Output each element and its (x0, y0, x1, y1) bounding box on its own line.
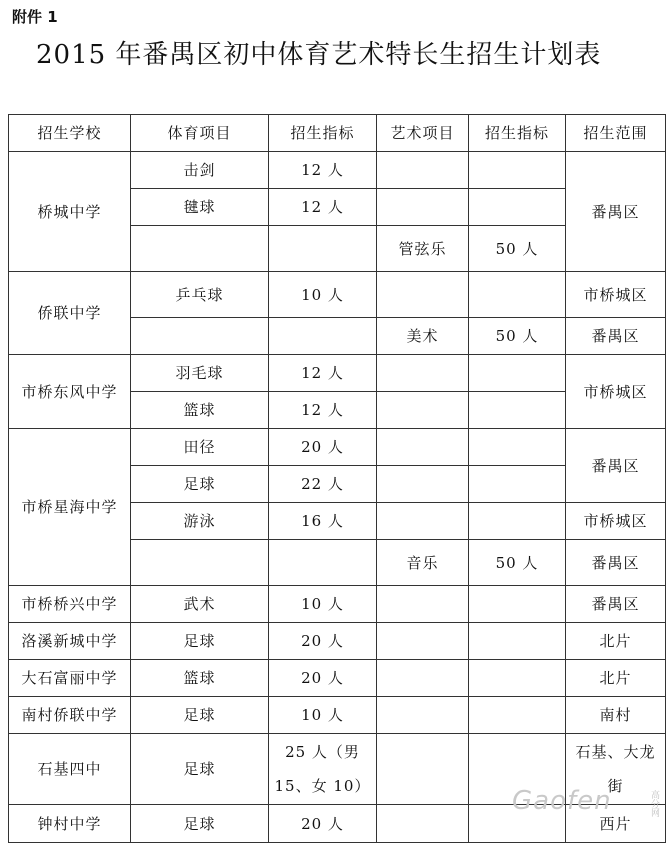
art-cell (377, 272, 469, 318)
sport-quota-cell: 22 人 (269, 466, 377, 503)
header-school: 招生学校 (9, 115, 131, 152)
sport-cell: 乒乓球 (131, 272, 269, 318)
art-cell (377, 734, 469, 805)
art-quota-cell (469, 503, 566, 540)
table-header-row (9, 115, 666, 152)
sport-quota-cell: 12 人 (269, 355, 377, 392)
scope-cell: 市桥城区 (566, 503, 666, 540)
art-cell (377, 586, 469, 623)
art-cell (377, 697, 469, 734)
sport-cell: 击剑 (131, 152, 269, 189)
scope-cell: 番禺区 (566, 429, 666, 503)
sport-cell (131, 226, 269, 272)
table-row (9, 152, 666, 189)
table-row (9, 355, 666, 392)
school-cell: 大石富丽中学 (9, 660, 131, 697)
sport-cell: 田径 (131, 429, 269, 466)
table-row (9, 272, 666, 318)
art-quota-cell (469, 152, 566, 189)
art-cell (377, 189, 469, 226)
sport-cell: 足球 (131, 466, 269, 503)
header-sport-item: 体育项目 (131, 115, 269, 152)
art-cell (377, 466, 469, 503)
art-quota-cell (469, 272, 566, 318)
page-title: 2015 年番禺区初中体育艺术特长生招生计划表 (36, 40, 602, 70)
sport-cell: 足球 (131, 805, 269, 843)
art-quota-cell (469, 392, 566, 429)
art-cell: 音乐 (377, 540, 469, 586)
scope-cell: 番禺区 (566, 540, 666, 586)
sport-quota-cell: 12 人 (269, 189, 377, 226)
art-quota-cell (469, 623, 566, 660)
school-cell: 石基四中 (9, 734, 131, 805)
art-quota-cell (469, 429, 566, 466)
art-quota-cell (469, 660, 566, 697)
sport-quota-cell (269, 226, 377, 272)
art-quota-cell: 50 人 (469, 318, 566, 355)
sport-cell: 足球 (131, 697, 269, 734)
table-row (9, 429, 666, 466)
art-cell (377, 152, 469, 189)
art-quota-cell: 50 人 (469, 540, 566, 586)
school-cell: 市桥东风中学 (9, 355, 131, 429)
sport-quota-cell: 20 人 (269, 805, 377, 843)
scope-cell: 西片 (566, 805, 666, 843)
art-cell (377, 623, 469, 660)
sport-quota-cell: 25 人（男 15、女 10） (269, 734, 377, 805)
sport-cell: 篮球 (131, 660, 269, 697)
school-cell: 桥城中学 (9, 152, 131, 272)
sport-cell: 武术 (131, 586, 269, 623)
scope-cell: 南村 (566, 697, 666, 734)
school-cell: 南村侨联中学 (9, 697, 131, 734)
scope-cell: 市桥城区 (566, 355, 666, 429)
table-row (9, 586, 666, 623)
scope-cell: 番禺区 (566, 586, 666, 623)
header-art-item: 艺术项目 (377, 115, 469, 152)
sport-quota-cell: 20 人 (269, 623, 377, 660)
table-row (9, 623, 666, 660)
scope-cell: 北片 (566, 660, 666, 697)
sport-cell: 羽毛球 (131, 355, 269, 392)
sport-cell: 毽球 (131, 189, 269, 226)
school-cell: 侨联中学 (9, 272, 131, 355)
watermark-logo: Gaofen (512, 786, 612, 816)
art-quota-cell (469, 697, 566, 734)
sport-cell: 游泳 (131, 503, 269, 540)
art-quota-cell: 50 人 (469, 226, 566, 272)
sport-quota-cell: 12 人 (269, 152, 377, 189)
sport-cell (131, 540, 269, 586)
sport-cell: 篮球 (131, 392, 269, 429)
sport-quota-cell (269, 540, 377, 586)
school-cell: 钟村中学 (9, 805, 131, 843)
art-quota-cell (469, 355, 566, 392)
art-cell (377, 355, 469, 392)
art-quota-cell (469, 466, 566, 503)
scope-cell: 市桥城区 (566, 272, 666, 318)
header-art-quota: 招生指标 (469, 115, 566, 152)
scope-cell: 北片 (566, 623, 666, 660)
table-row (9, 697, 666, 734)
school-cell: 洛溪新城中学 (9, 623, 131, 660)
sport-quota-cell: 10 人 (269, 272, 377, 318)
art-cell (377, 429, 469, 466)
art-cell (377, 805, 469, 843)
school-cell: 市桥星海中学 (9, 429, 131, 586)
art-cell (377, 660, 469, 697)
sport-quota-cell (269, 318, 377, 355)
table-row (9, 660, 666, 697)
sport-cell (131, 318, 269, 355)
scope-cell: 番禺区 (566, 318, 666, 355)
scope-cell: 番禺区 (566, 152, 666, 272)
art-cell: 管弦乐 (377, 226, 469, 272)
sport-quota-cell: 10 人 (269, 586, 377, 623)
sport-quota-cell: 20 人 (269, 660, 377, 697)
school-cell: 市桥桥兴中学 (9, 586, 131, 623)
art-quota-cell (469, 586, 566, 623)
sport-cell: 足球 (131, 734, 269, 805)
art-quota-cell (469, 189, 566, 226)
header-sport-quota: 招生指标 (269, 115, 377, 152)
attachment-label: 附件 1 (12, 8, 58, 26)
art-cell (377, 392, 469, 429)
sport-quota-cell: 12 人 (269, 392, 377, 429)
enrollment-plan-table (8, 114, 666, 843)
sport-quota-cell: 20 人 (269, 429, 377, 466)
sport-quota-cell: 16 人 (269, 503, 377, 540)
art-cell: 美术 (377, 318, 469, 355)
art-cell (377, 503, 469, 540)
sport-quota-cell: 10 人 (269, 697, 377, 734)
sport-cell: 足球 (131, 623, 269, 660)
scope-cell: 石基、大龙街 (566, 734, 666, 805)
header-scope: 招生范围 (566, 115, 666, 152)
watermark-site-label: 高分网 (649, 790, 659, 817)
